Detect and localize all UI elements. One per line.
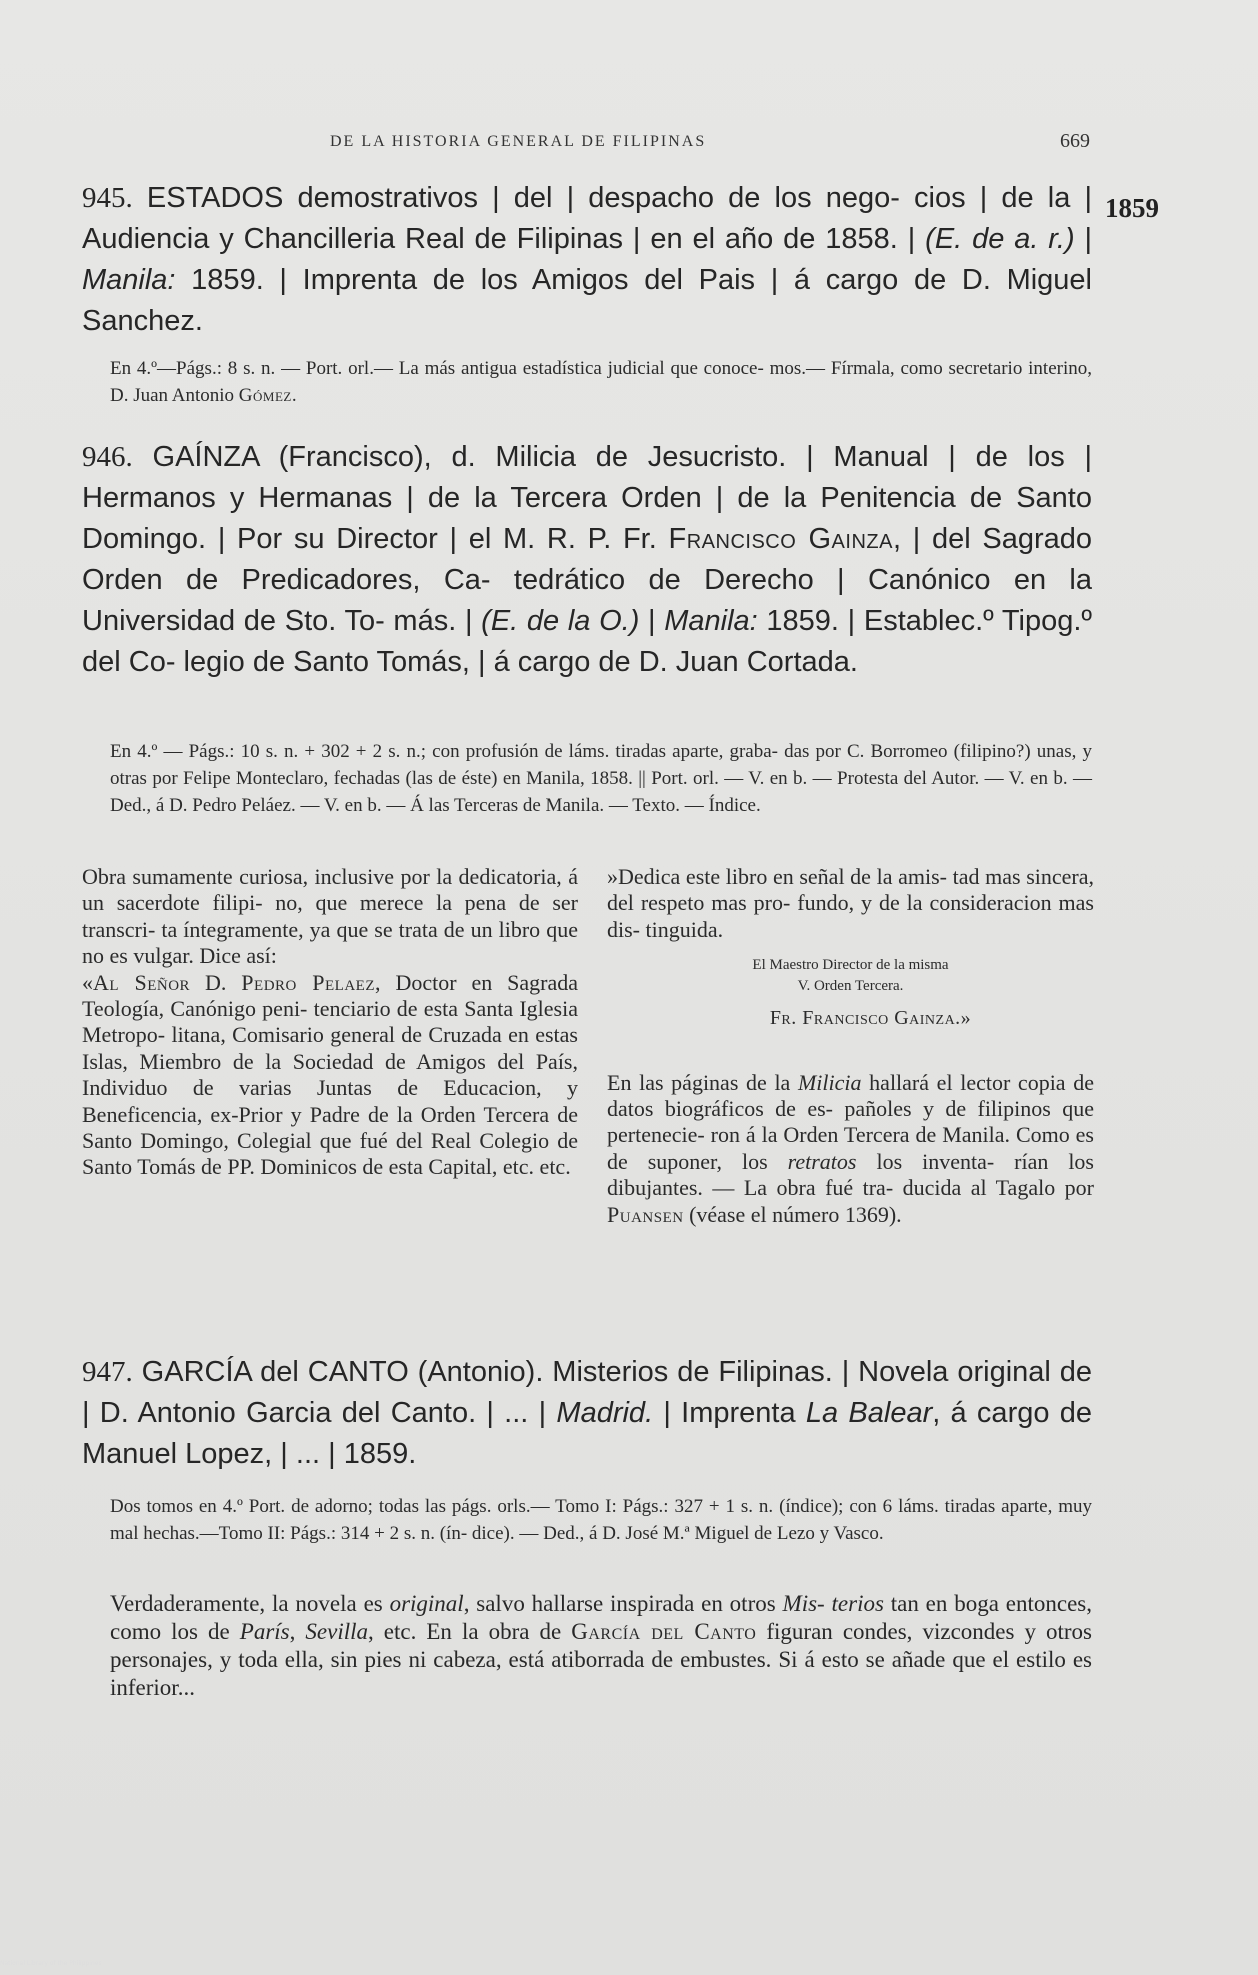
text: figuran condes, vizcondes y otros personajes, y toda ella, sin pies ni cabeza, está atiborrada de embustes. Si á esto se añade que el estilo es inferior... xyxy=(110,1619,1093,1700)
entry-title: ESTADOS demostrativos | del | despacho de los nego- cios | de la | Audiencia y Chancilleria Real de Filipinas | en el año de 1858. | xyxy=(82,182,1092,255)
dedication-mid: D. xyxy=(190,969,242,995)
entry-author: Francisco Gainza xyxy=(668,523,893,555)
text: (véase el número 1369). xyxy=(683,1201,902,1227)
entry-sep: | xyxy=(1074,223,1093,255)
note-author: Gómez xyxy=(238,385,292,406)
entry-printer: La Balear xyxy=(805,1397,933,1429)
text: En las páginas de la xyxy=(607,1069,798,1095)
quote-mark: « xyxy=(82,969,93,995)
final-paragraph xyxy=(110,1590,1092,1702)
entry-947 xyxy=(82,1352,1092,1475)
italic-milicia: Milicia xyxy=(797,1069,862,1095)
italic-misterios: Mis- terios xyxy=(782,1591,884,1616)
text: los inventa- rían los dibujantes. — La obra fué tra- ducida al Tagalo por xyxy=(607,1148,1094,1201)
entry-number: 946. xyxy=(82,441,133,473)
dedication-end-paragraph: »Dedica este libro en señal de la amis- tad mas sincera, del respeto mas pro- fundo, y de la consideracion mas dis- tinguida. xyxy=(607,864,1094,942)
page-number: 669 xyxy=(1060,130,1090,152)
entry-945-note xyxy=(110,355,1092,409)
dedication-paragraph xyxy=(82,970,578,1181)
entry-number: 947. xyxy=(82,1356,133,1388)
entry-947-note: Dos tomos en 4.º Port. de adorno; todas las págs. orls.— Tomo I: Págs.: 327 + 1 s. n. (índice); con 6 láms. tiradas aparte, muy mal hechas.—Tomo II: Págs.: 314 + 2 s. n. (ín- dice). — Ded., á D. José M.ª Miguel de Lezo y Vasco. xyxy=(110,1496,1092,1544)
entry-number: 945. xyxy=(82,182,133,214)
translator-name: Puansen xyxy=(607,1201,684,1227)
entry-946 xyxy=(82,437,1092,683)
entry-title: GARCÍA del CANTO (Antonio). Misterios de Filipinas. | Novela original de | D. Antonio Garcia del Canto. | ... | xyxy=(82,1356,1093,1429)
entry-place: Madrid. xyxy=(556,1397,654,1429)
author-name: García del Canto xyxy=(571,1619,757,1644)
entry-abbr: (E. de a. r.) xyxy=(925,223,1075,255)
entry-abbr: (E. de la O.) xyxy=(481,605,640,637)
left-column xyxy=(82,864,578,1181)
entry-title-cont: , | del Sagrado Orden de Predicadores, Ca- tedrático de Derecho | Canónico en la Universidad de Sto. To- más. | xyxy=(82,523,1093,637)
entry-title: GAÍNZA (Francisco), d. Milicia de Jesucristo. | Manual | de los | Hermanos y Hermanas | de la Tercera Orden | de la Penitencia de Santo Domingo. | Por su Director | el M. R. P. Fr. xyxy=(82,441,1092,555)
dedication-sc1: Al Señor xyxy=(93,969,191,995)
text: , etc. En la obra de xyxy=(368,1619,572,1644)
dedication-sc2: Pedro Pelaez xyxy=(241,969,376,995)
commentary-paragraph: Obra sumamente curiosa, inclusive por la dedicatoria, á un sacerdote filipi- no, que merece la pena de ser transcri- ta íntegramente, ya que se trata de un libro que no es vulgar. Dice así: xyxy=(82,864,578,969)
italic-paris: París xyxy=(239,1619,290,1644)
scan-credit: National Library of the Philippines xyxy=(0,1960,102,1967)
entry-imprint: 1859. | Establec.º Tipog.º del Co- legio de Santo Tomás, | á cargo de D. Juan Cortada. xyxy=(82,605,1093,678)
signature-line-1: El Maestro Director de la misma xyxy=(752,957,949,974)
text: tan en boga entonces, como los de xyxy=(110,1591,1092,1644)
entry-text: | Imprenta xyxy=(653,1397,806,1429)
margin-year: 1859 xyxy=(1105,193,1159,223)
entry-945 xyxy=(82,178,1092,342)
entry-place: Manila: xyxy=(82,264,176,296)
right-column xyxy=(607,864,1094,1228)
entry-place: Manila: xyxy=(664,605,758,637)
entry-imprint: 1859. | Imprenta de los Amigos del Pais | á cargo de D. Miguel Sanchez. xyxy=(82,264,1092,337)
italic-original: original xyxy=(389,1591,464,1616)
text: , xyxy=(289,1619,306,1644)
note-text: En 4.º—Págs.: 8 s. n. — Port. orl.— La más antigua estadística judicial que conoce- mos.— Fírmala, como secretario interino, D. Juan Antonio xyxy=(110,358,1092,406)
commentary-paragraph-2 xyxy=(607,1070,1094,1228)
entry-imprint: , á cargo de Manuel Lopez, | ... | 1859. xyxy=(82,1397,1092,1470)
text: , salvo hallarse inspirada en otros xyxy=(463,1591,783,1616)
italic-retratos: retratos xyxy=(787,1148,857,1174)
signature-block xyxy=(607,955,1094,997)
entry-sep: | xyxy=(639,605,665,637)
dedication-text: , Doctor en Sagrada Teología, Canónigo peni- tenciario de esta Santa Iglesia Metropo- litana, Comisario general de Cruzada en estas Islas, Miembro de la Sociedad de Amigos del País, Individuo de varias Juntas de Educacion, y Beneficencia, ex-Prior y Padre de la Orden Tercera de Santo Domingo, Colegial que fué del Real Colegio de Santo Tomás de PP. Dominicos de esta Capital, etc. etc. xyxy=(82,969,578,1180)
note-end: . xyxy=(291,385,297,406)
entry-946-note: En 4.º — Págs.: 10 s. n. + 302 + 2 s. n.; con profusión de láms. tiradas aparte, graba- das por C. Borromeo (filipino?) unas, y otras por Felipe Monteclaro, fechadas (las de éste) en Manila, 1858. || Port. orl. — V. en b. — Protesta del Autor. — V. en b. — Ded., á D. Pedro Peláez. — V. en b. — Á las Terceras de Manila. — Texto. — Índice. xyxy=(110,741,1092,816)
text: Verdaderamente, la novela es xyxy=(110,1591,390,1616)
signature-name: Fr. Francisco Gainza.» xyxy=(769,1007,972,1030)
italic-sevilla: Sevilla xyxy=(305,1619,368,1644)
signature-line-2: V. Orden Tercera. xyxy=(797,978,904,995)
running-title: DE LA HISTORIA GENERAL DE FILIPINAS xyxy=(330,133,707,150)
text: hallará el lector copia de datos biográficos de es- pañoles y de filipinos que pertenecie- ron á la Orden Tercera de Manila. Como es de suponer, los xyxy=(607,1069,1094,1174)
